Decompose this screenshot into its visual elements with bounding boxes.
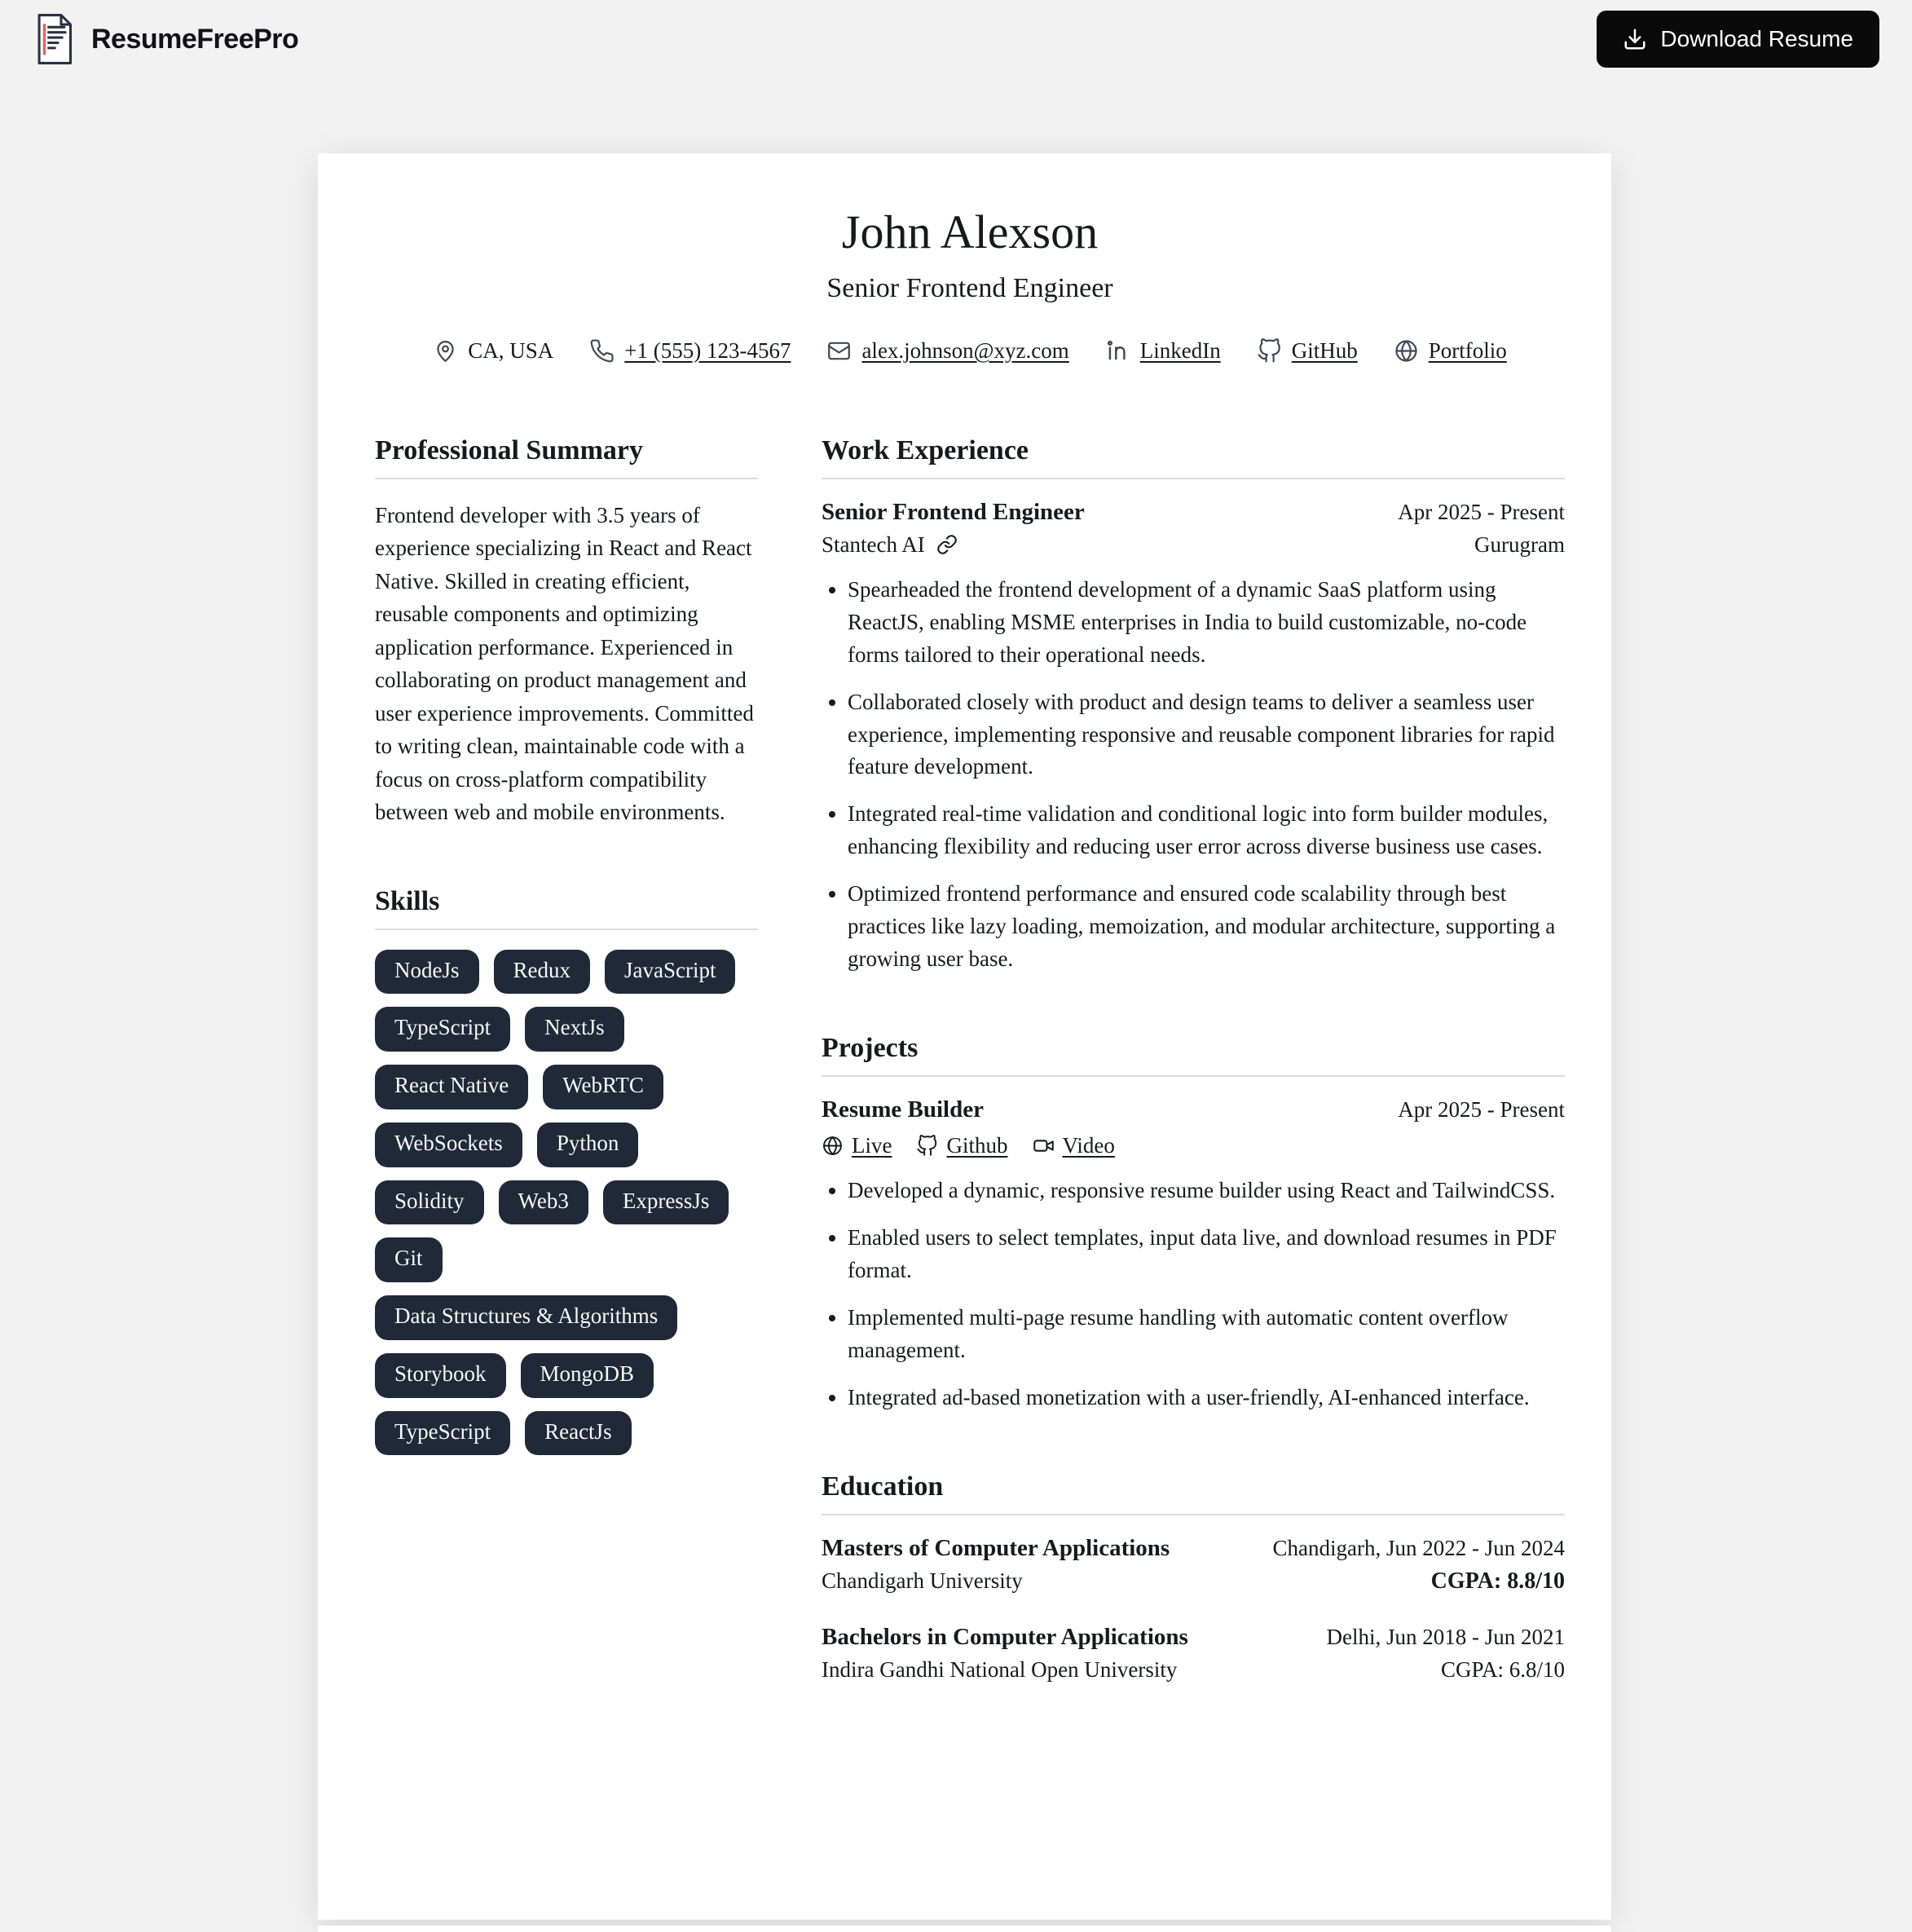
education-section	[822, 1471, 1565, 1683]
job-title: Senior Frontend Engineer	[822, 498, 1085, 525]
skill-pill: Git	[375, 1237, 443, 1282]
phone-icon	[589, 338, 615, 364]
project-video-link[interactable]	[1033, 1133, 1115, 1158]
education-heading: Education	[822, 1471, 1565, 1515]
left-column	[375, 435, 758, 1712]
skill-pill: ExpressJs	[603, 1180, 729, 1225]
globe-icon	[1394, 338, 1419, 364]
job-bullet: • Collaborated closely with product and design teams to deliver a seamless user experience, implementing responsive and reusable component libraries for rapid feature development.	[848, 686, 1565, 784]
skill-pill: Data Structures & Algorithms	[375, 1295, 677, 1340]
skill-pill: ReactJs	[525, 1411, 631, 1456]
brand-logo[interactable]	[33, 13, 298, 65]
job-bullet: • Optimized frontend performance and ensured code scalability through best practices like lazy loading, memoization, and modular architecture, supporting a growing user base.	[848, 878, 1565, 976]
download-icon	[1623, 27, 1647, 51]
skill-pill: NextJs	[525, 1007, 624, 1052]
contact-github-link[interactable]	[1257, 338, 1358, 364]
job-entry	[822, 499, 1565, 976]
company-link[interactable]	[936, 534, 958, 555]
contact-row	[375, 338, 1565, 364]
globe-icon	[822, 1135, 844, 1157]
education-entry	[822, 1624, 1565, 1683]
education-location-dates: Delhi, Jun 2018 - Jun 2021	[1326, 1624, 1565, 1649]
work-heading: Work Experience	[822, 435, 1565, 479]
top-bar	[0, 0, 1912, 78]
skill-pill: Python	[537, 1123, 639, 1167]
next-page-edge	[318, 1925, 1611, 1932]
project-live-link[interactable]	[822, 1133, 892, 1158]
education-cgpa: CGPA: 6.8/10	[1440, 1656, 1565, 1682]
contact-portfolio-label: Portfolio	[1428, 337, 1507, 363]
skill-pill: MongoDB	[521, 1353, 654, 1398]
education-entries	[822, 1535, 1565, 1683]
skill-pill: Web3	[499, 1180, 588, 1225]
skill-pill: NodeJs	[375, 950, 479, 995]
project-dates: Apr 2025 - Present	[1398, 1097, 1565, 1123]
project-links	[822, 1133, 1565, 1158]
projects-section	[822, 1033, 1565, 1414]
github-icon	[1257, 338, 1282, 364]
skill-pill: WebSockets	[375, 1123, 522, 1167]
contact-linkedin-label: LinkedIn	[1139, 337, 1221, 363]
github-icon	[916, 1135, 938, 1157]
summary-section	[375, 435, 758, 829]
summary-heading: Professional Summary	[375, 435, 758, 479]
project-bullet: • Implemented multi-page resume handling with automatic content overflow management.	[848, 1302, 1565, 1367]
project-bullet: • Enabled users to select templates, input data live, and download resumes in PDF format.	[848, 1222, 1565, 1287]
job-company	[822, 532, 958, 558]
project-bullets	[822, 1175, 1565, 1414]
skills-section	[375, 886, 758, 1456]
project-name: Resume Builder	[822, 1096, 984, 1123]
education-school: Indira Gandhi National Open University	[822, 1656, 1178, 1682]
linkedin-icon	[1105, 338, 1130, 364]
video-icon	[1033, 1135, 1055, 1157]
map-pin-icon	[433, 338, 458, 364]
project-video-label: Video	[1062, 1133, 1115, 1158]
brand-name: ResumeFreePro	[91, 23, 299, 55]
resume-job-title: Senior Frontend Engineer	[826, 272, 1113, 303]
education-entry	[822, 1535, 1565, 1595]
education-school: Chandigarh University	[822, 1568, 1023, 1593]
contact-location-label: CA, USA	[468, 337, 554, 363]
skill-pill: Storybook	[375, 1353, 506, 1398]
project-bullet: • Integrated ad-based monetization with a user-friendly, AI-enhanced interface.	[848, 1382, 1565, 1414]
project-github-link[interactable]	[916, 1133, 1007, 1158]
skill-pill: JavaScript	[605, 950, 735, 995]
job-bullet: • Integrated real-time validation and conditional logic into form builder modules, enhancing flexibility and reducing user error across diverse business use cases.	[848, 798, 1565, 863]
resume-columns	[375, 435, 1565, 1712]
contact-phone-link[interactable]	[589, 338, 791, 364]
skill-pill: WebRTC	[543, 1065, 663, 1109]
resume-page	[318, 153, 1611, 1920]
contact-github-label: GitHub	[1291, 337, 1358, 363]
job-dates: Apr 2025 - Present	[1398, 499, 1565, 524]
mail-icon	[826, 338, 852, 364]
contact-location	[433, 338, 553, 364]
education-location-dates: Chandigarh, Jun 2022 - Jun 2024	[1272, 1535, 1565, 1560]
skill-pill: TypeScript	[375, 1007, 510, 1052]
project-entry	[822, 1096, 1565, 1414]
link-icon	[936, 534, 958, 555]
skills-tags	[375, 950, 758, 1456]
work-experience-section	[822, 435, 1565, 976]
projects-heading: Projects	[822, 1033, 1565, 1077]
project-github-label: Github	[946, 1133, 1008, 1158]
contact-phone-label: +1 (555) 123-4567	[624, 337, 791, 363]
download-resume-label: Download Resume	[1660, 26, 1853, 51]
job-bullet: • Spearheaded the frontend development of a dynamic SaaS platform using ReactJS, enabling MSME enterprises in India to build customizable, no-code forms tailored to their operational needs.	[848, 574, 1565, 672]
skill-pill: TypeScript	[375, 1411, 510, 1456]
project-live-label: Live	[852, 1133, 892, 1158]
skill-pill: Solidity	[375, 1180, 484, 1225]
education-degree: Masters of Computer Applications	[822, 1534, 1170, 1561]
resume-header	[375, 205, 1565, 364]
contact-email-label: alex.johnson@xyz.com	[861, 337, 1069, 363]
contact-linkedin-link[interactable]	[1105, 338, 1221, 364]
resume-name: John Alexson	[841, 205, 1099, 258]
right-column	[822, 435, 1565, 1712]
skill-pill: Redux	[494, 950, 591, 995]
education-cgpa: CGPA: 8.8/10	[1430, 1568, 1565, 1594]
contact-portfolio-link[interactable]	[1394, 338, 1507, 364]
resume-doc-icon	[33, 13, 75, 65]
skills-heading: Skills	[375, 886, 758, 930]
job-bullets	[822, 574, 1565, 976]
job-company-name: Stantech AI	[822, 532, 925, 557]
summary-text: Frontend developer with 3.5 years of experience specializing in React and React Native. Skilled in creating efficient, reusable components and optimizing application performance. Experienced in collaborating on product management and user experience improvements. Committed to writing clean, maintainable code with a focus on cross-platform compatibility between web and mobile environments.	[375, 502, 754, 825]
contact-email-link[interactable]	[826, 338, 1068, 364]
project-bullet: • Developed a dynamic, responsive resume builder using React and TailwindCSS.	[848, 1175, 1565, 1207]
skill-pill: React Native	[375, 1065, 528, 1109]
job-location: Gurugram	[1474, 532, 1565, 557]
education-degree: Bachelors in Computer Applications	[822, 1623, 1188, 1650]
download-resume-button[interactable]	[1597, 11, 1879, 68]
